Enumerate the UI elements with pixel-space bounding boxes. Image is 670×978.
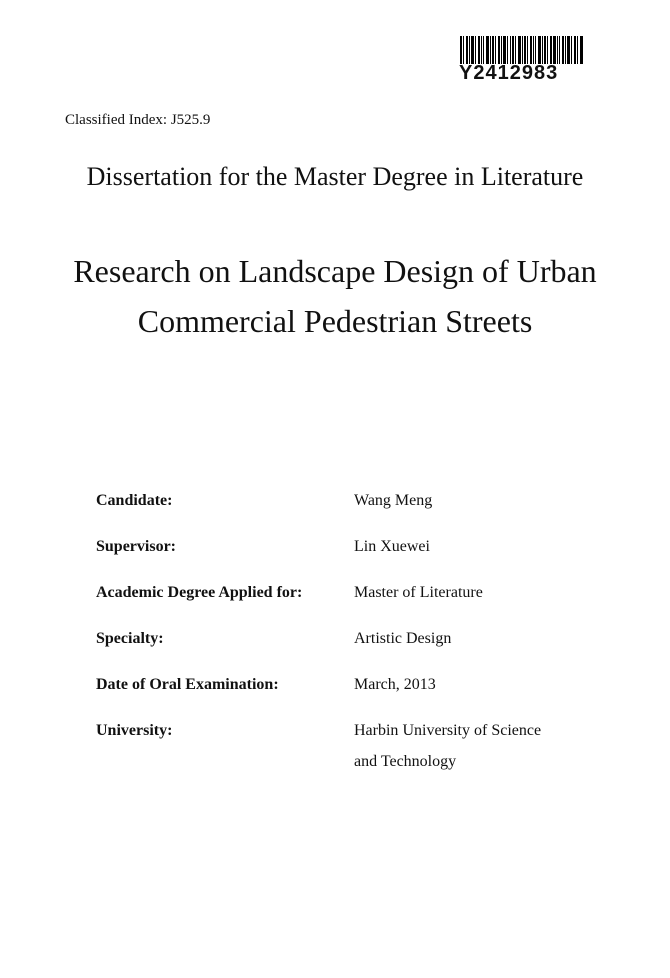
specialty-label: Specialty:	[96, 630, 164, 647]
info-row-supervisor	[96, 538, 636, 584]
barcode-block	[456, 36, 586, 85]
info-row-specialty	[96, 630, 636, 676]
info-row-oral-exam-date	[96, 676, 636, 722]
supervisor-label: Supervisor:	[96, 538, 176, 555]
specialty-value: Artistic Design	[354, 630, 452, 647]
university-word: of	[473, 722, 488, 739]
info-row-candidate	[96, 492, 636, 538]
university-word: Harbin	[354, 722, 399, 739]
info-table	[96, 492, 636, 768]
dissertation-title	[0, 246, 670, 346]
university-value-line-2: and Technology	[354, 753, 457, 770]
degree-heading: Dissertation for the Master Degree in Literature	[86, 162, 584, 191]
info-row-university	[96, 722, 636, 768]
university-value-line-1	[354, 722, 599, 740]
title-line-2: Commercial Pedestrian Streets	[137, 303, 533, 339]
classified-index: Classified Index: J525.9	[65, 112, 211, 128]
university-word: Science	[491, 722, 542, 739]
supervisor-value: Lin Xuewei	[354, 538, 430, 555]
title-line-1: Research on Landscape Design of Urban	[73, 253, 597, 289]
oral-exam-date-value: March, 2013	[354, 676, 436, 693]
candidate-value: Wang Meng	[354, 492, 433, 509]
candidate-label: Candidate:	[96, 492, 173, 509]
academic-degree-value: Master of Literature	[354, 584, 483, 601]
academic-degree-label: Academic Degree Applied for:	[96, 584, 303, 601]
barcode-number: Y2412983	[459, 62, 559, 84]
university-value	[354, 722, 599, 771]
oral-exam-date-label: Date of Oral Examination:	[96, 676, 279, 693]
info-row-academic-degree	[96, 584, 636, 630]
university-label: University:	[96, 722, 173, 739]
university-word: University	[402, 722, 470, 739]
barcode-image	[460, 36, 583, 64]
